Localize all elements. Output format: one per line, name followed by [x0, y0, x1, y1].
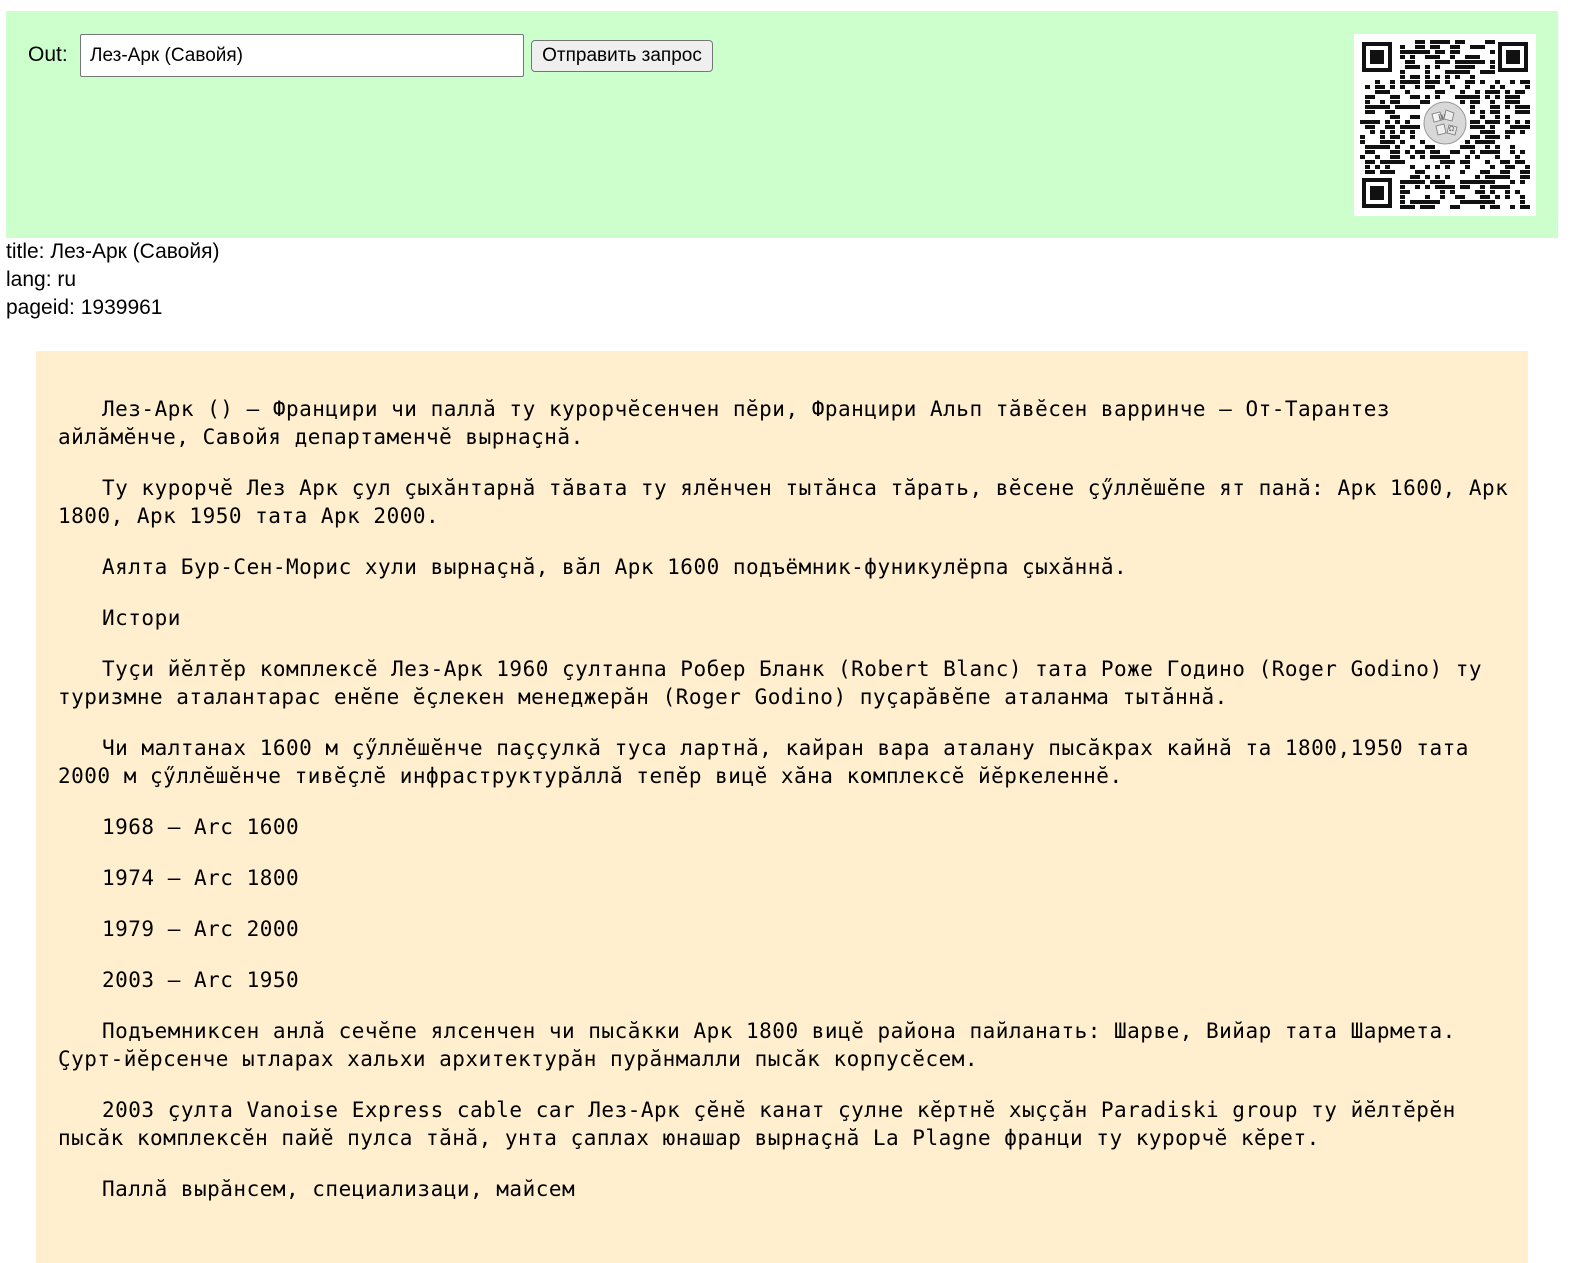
meta-lang: lang: ru [6, 268, 77, 291]
article-paragraph: Чи малтанах 1600 м çӳллĕшĕнче паççулкă туса лартнă, кайран вара аталану пысăкрах кайнă та 1800,1950 тата 2000 м çӳллĕшĕнче тивĕçлĕ инфраструктурăллă тепĕр вицĕ хăна комплексĕ йĕркеленнĕ. [58, 736, 1469, 788]
article-paragraph: 2003 çулта Vanoise Express cable car Лез-Арк çĕнĕ канат çулне кĕртнĕ хыççăн Paradiski group ту йĕлтĕрĕн пысăк комплексĕн пайĕ пулса тăнă, унта çаплах юнашар вырнаçнă La Plagne франци ту курорчĕ кĕрет. [58, 1098, 1456, 1150]
out-input[interactable] [80, 34, 524, 77]
out-label: Out: [28, 43, 68, 66]
meta-title: title: Лез-Арк (Савойя) [6, 240, 220, 263]
article-paragraph: Туçи йĕлтĕр комплексĕ Лез-Арк 1960 çултанпа Робер Бланк (Robert Blanc) тата Роже Годино (Roger Godino) ту туризмне аталантарас енĕпе ĕçлекен менеджерăн (Roger Godino) пуçарăвĕпе аталанма тытăннă. [58, 657, 1483, 709]
article-paragraph: Лез-Арк () — Францири чи паллă ту курорчĕсенчен пĕри, Францири Альп тăвĕсен варринче — От-Тарантез айлăмĕнче, Савойя департаменчĕ вырнаçнă. [58, 397, 1391, 449]
section-heading-sights: Паллă вырăнсем, специализаци, майсем [102, 1177, 576, 1201]
timeline-item: 2003 — Arc 1950 [102, 968, 300, 992]
wikipedia-globe-icon [1421, 99, 1469, 147]
section-heading-history: Истори [102, 606, 181, 630]
svg-text:W: W [1438, 114, 1446, 122]
article-extract-panel [36, 351, 1528, 1263]
meta-pageid: pageid: 1939961 [6, 296, 163, 319]
query-form-panel [6, 11, 1558, 238]
timeline-item: 1968 — Arc 1600 [102, 815, 300, 839]
article-paragraph: Ту курорчĕ Лез Арк çул çыхăнтарнă тăвата ту ялĕнчен тытăнса тăрать, вĕсене çӳллĕшĕпе ят панă: Арк 1600, Арк 1800, Арк 1950 тата Арк 2000. [58, 476, 1509, 528]
article-text [58, 395, 1516, 1226]
svg-text:Ω: Ω [1449, 126, 1454, 133]
article-paragraph: Аялта Бур-Сен-Морис хули вырнаçнă, вăл Арк 1600 подъёмник-фуникулёрпа çыхăннă. [102, 555, 1128, 579]
timeline-item: 1979 — Arc 2000 [102, 917, 300, 941]
page-metadata [6, 238, 219, 322]
article-paragraph: Подъемниксен анлă сечĕпе ялсенчен чи пысăкки Арк 1800 вицĕ района пайланать: Шарве, Вийар тата Шармета. Çурт-йĕрсенче ытларах хальхи архитектурăн пурăнмалли пысăк корпусĕсем. [58, 1019, 1456, 1071]
timeline-item: 1974 — Arc 1800 [102, 866, 300, 890]
submit-query-button[interactable]: Отправить запрос [531, 40, 713, 72]
wikipedia-qr-code [1354, 34, 1536, 216]
